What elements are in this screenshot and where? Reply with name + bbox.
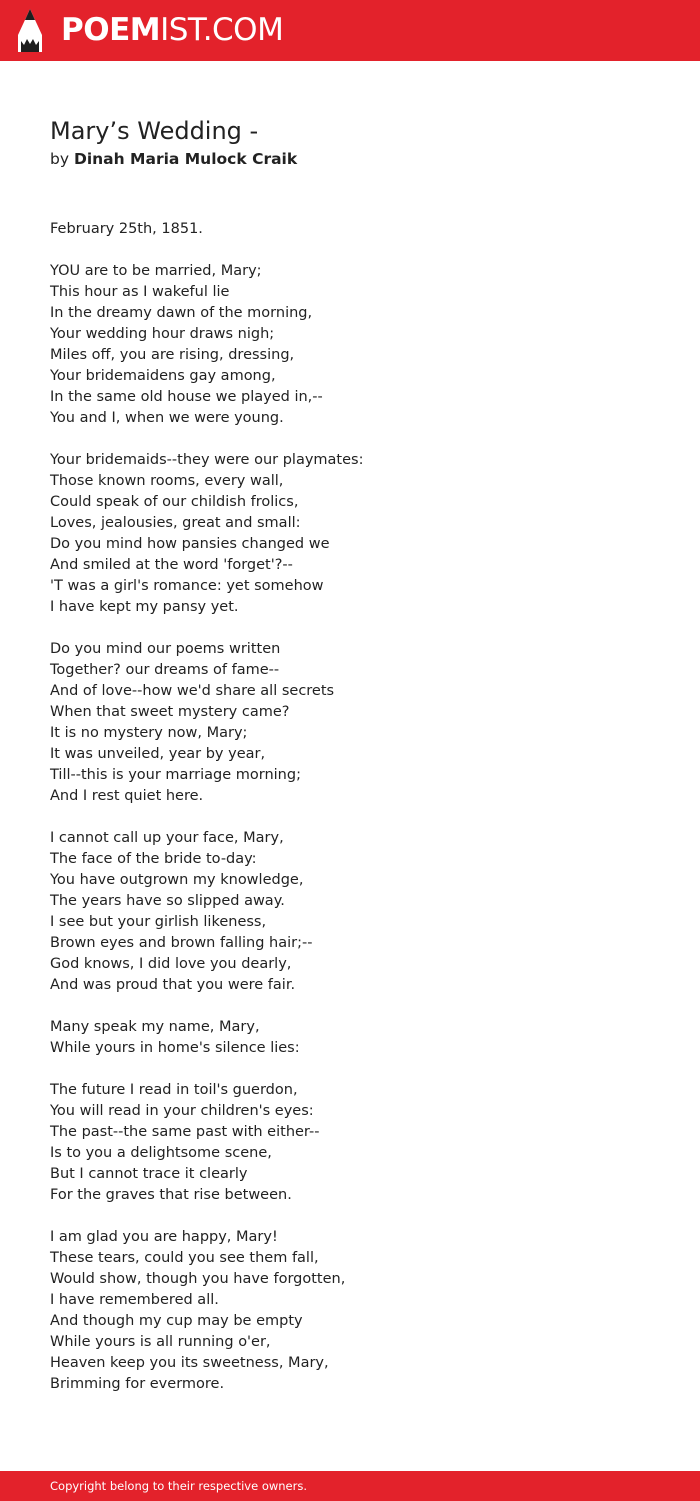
author-name: Dinah Maria Mulock Craik	[73, 150, 298, 168]
poem-line: And I rest quiet here.	[50, 788, 204, 804]
poem-line: The past--the same past with either--	[50, 1124, 320, 1140]
stanza-gap	[50, 996, 670, 1017]
site-logo[interactable]	[61, 12, 283, 48]
stanza-gap	[50, 618, 670, 639]
poem-line: Brimming for evermore.	[50, 1376, 225, 1392]
poem-line: The face of the bride to-day:	[50, 851, 257, 867]
stanza-gap	[50, 429, 670, 450]
stanza-gap	[50, 807, 670, 828]
poem-line: While yours in home's silence lies:	[50, 1040, 300, 1056]
poem-line: Brown eyes and brown falling hair;--	[50, 935, 313, 951]
poem-line: In the dreamy dawn of the morning,	[50, 305, 313, 321]
poem-line: The future I read in toil's guerdon,	[50, 1082, 298, 1098]
poem-line: Your bridemaidens gay among,	[50, 368, 276, 384]
poem-line: And though my cup may be empty	[50, 1313, 303, 1329]
poem-line: Could speak of our childish frolics,	[50, 494, 299, 510]
poem-line: When that sweet mystery came?	[50, 704, 290, 720]
poem-line: Your bridemaids--they were our playmates:	[50, 452, 364, 468]
stanza	[50, 261, 670, 429]
poem-line: Do you mind our poems written	[50, 641, 281, 657]
stanza	[50, 1227, 670, 1395]
poem-line: Your wedding hour draws nigh;	[50, 326, 275, 342]
poem-line: It is no mystery now, Mary;	[50, 725, 248, 741]
poem-line: You and I, when we were young.	[50, 410, 284, 426]
stanza-gap	[50, 240, 670, 261]
pencil-tip-icon[interactable]	[17, 8, 43, 53]
poem-line: In the same old house we played in,--	[50, 389, 323, 405]
poem-line: Till--this is your marriage morning;	[50, 767, 301, 783]
poem-line: For the graves that rise between.	[50, 1187, 292, 1203]
poem-line: The years have so slipped away.	[50, 893, 285, 909]
dateline: February 25th, 1851.	[50, 221, 203, 237]
poem-line: But I cannot trace it clearly	[50, 1166, 248, 1182]
poem-line: 'T was a girl's romance: yet somehow	[50, 578, 324, 594]
poem-line: And was proud that you were fair.	[50, 977, 296, 993]
poem-body	[50, 219, 670, 1395]
poem-line: Miles off, you are rising, dressing,	[50, 347, 295, 363]
poem-line: Would show, though you have forgotten,	[50, 1271, 346, 1287]
poem-line: Together? our dreams of fame--	[50, 662, 280, 678]
poem-line: I am glad you are happy, Mary!	[50, 1229, 278, 1245]
poem-line: God knows, I did love you dearly,	[50, 956, 292, 972]
poem-line: I have kept my pansy yet.	[50, 599, 239, 615]
poem-title: Mary’s Wedding -	[50, 117, 259, 145]
poem-line: I see but your girlish likeness,	[50, 914, 267, 930]
stanza	[50, 1080, 670, 1206]
poem-line: You will read in your children's eyes:	[50, 1103, 314, 1119]
poem-line: And of love--how we'd share all secrets	[50, 683, 335, 699]
brand-light: IST.COM	[160, 12, 284, 48]
brand-bold: POEM	[61, 12, 161, 48]
site-header	[0, 0, 700, 61]
poem-line: Those known rooms, every wall,	[50, 473, 284, 489]
byline	[50, 149, 297, 169]
site-footer	[0, 1471, 700, 1501]
stanza	[50, 639, 670, 807]
poem-line: This hour as I wakeful lie	[50, 284, 230, 300]
poem-line: While yours is all running o'er,	[50, 1334, 271, 1350]
poem-line: YOU are to be married, Mary;	[50, 263, 262, 279]
poem-line: It was unveiled, year by year,	[50, 746, 266, 762]
poem-line: Heaven keep you its sweetness, Mary,	[50, 1355, 329, 1371]
stanza	[50, 1017, 670, 1059]
stanza	[50, 828, 670, 996]
poem-line: Is to you a delightsome scene,	[50, 1145, 272, 1161]
poem-line: I have remembered all.	[50, 1292, 219, 1308]
poem-line: You have outgrown my knowledge,	[50, 872, 304, 888]
stanza-gap	[50, 1059, 670, 1080]
by-label: by	[50, 150, 70, 168]
poem-line: Loves, jealousies, great and small:	[50, 515, 301, 531]
poem-line: Many speak my name, Mary,	[50, 1019, 260, 1035]
stanza-gap	[50, 1206, 670, 1227]
poem-line: And smiled at the word 'forget'?--	[50, 557, 293, 573]
poem-line: These tears, could you see them fall,	[50, 1250, 319, 1266]
poem-line: Do you mind how pansies changed we	[50, 536, 330, 552]
stanza	[50, 450, 670, 618]
copyright-notice: Copyright belong to their respective owners.	[50, 1479, 308, 1493]
poem-line: I cannot call up your face, Mary,	[50, 830, 284, 846]
